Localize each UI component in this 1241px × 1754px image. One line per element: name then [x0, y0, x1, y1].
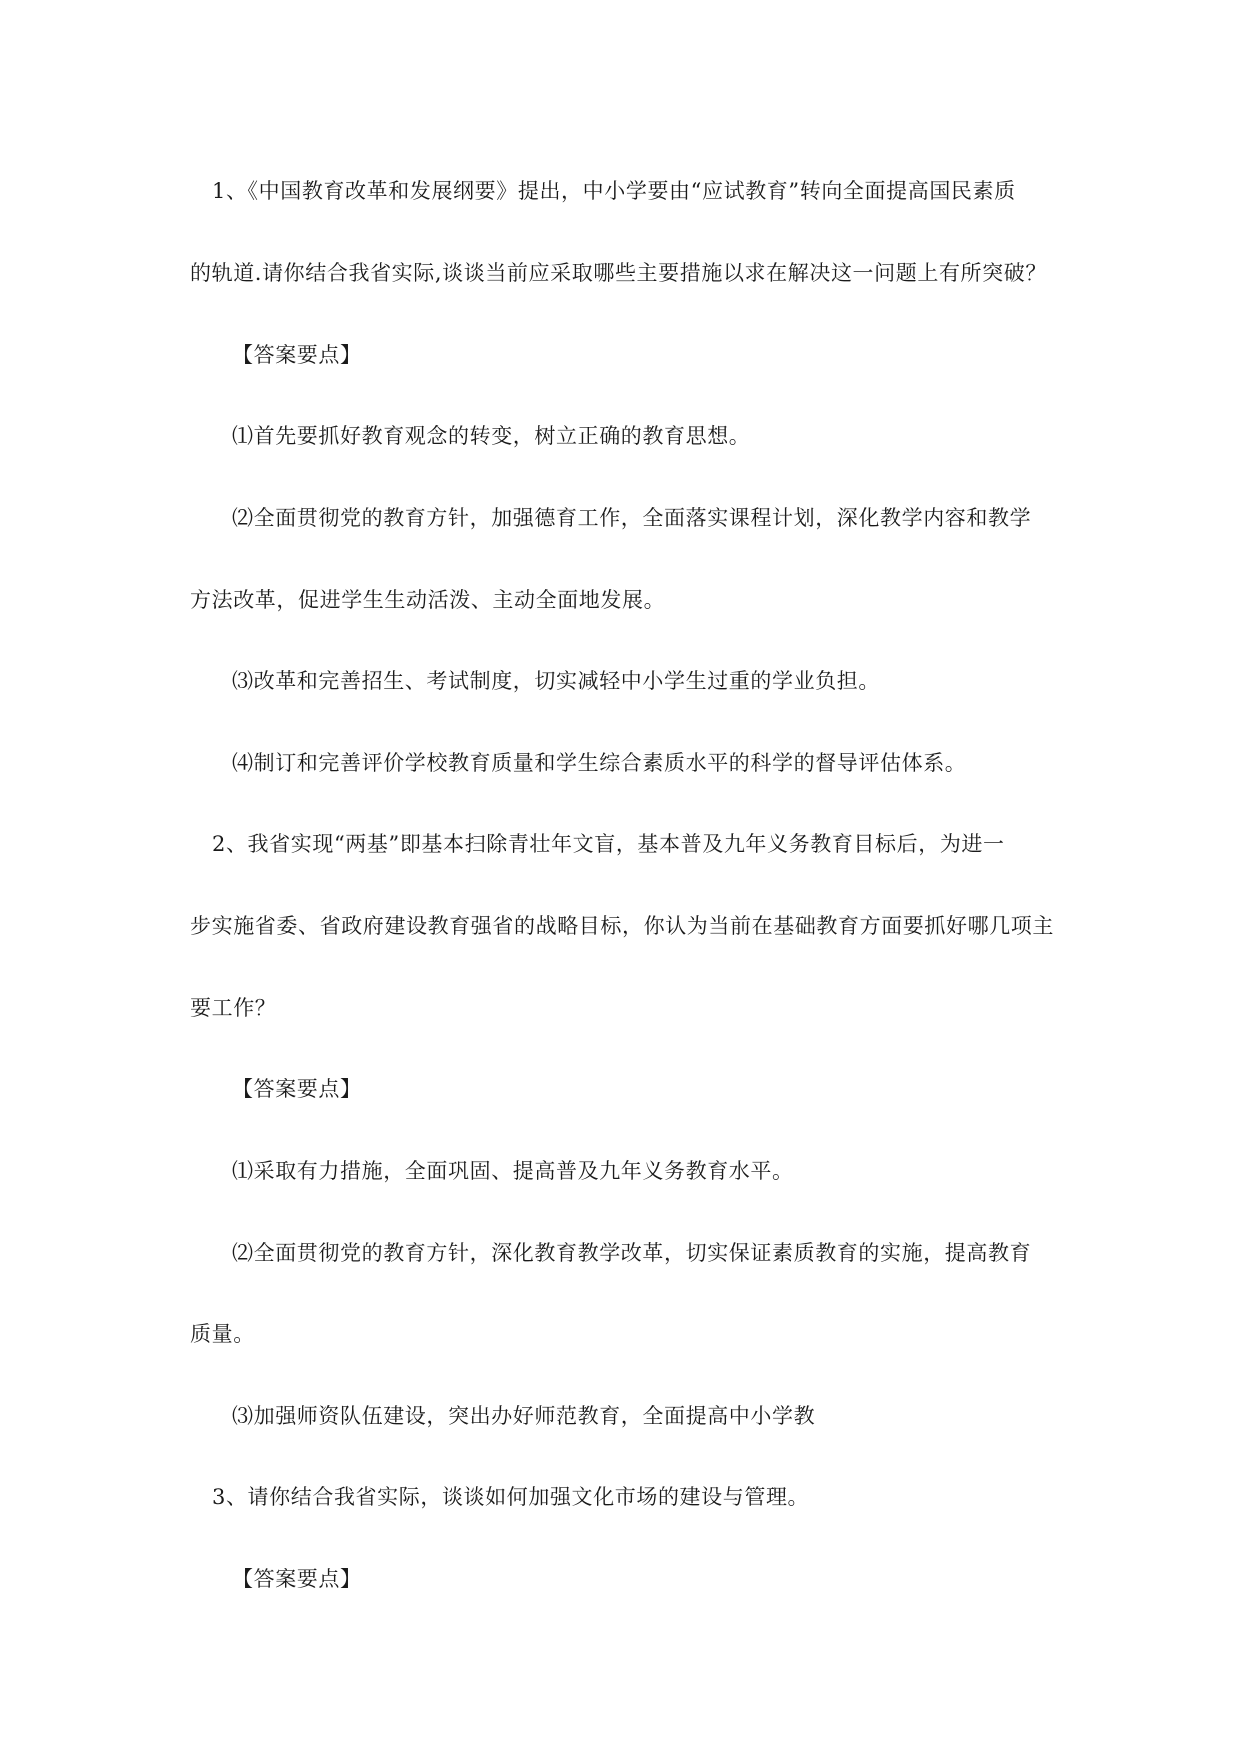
answer-1-point-2-line-1: ⑵全面贯彻党的教育方针，加强德育工作，全面落实课程计划，深化教学内容和教学	[232, 506, 1032, 530]
question-2-line-3: 要工作？	[190, 996, 277, 1020]
answer-1-point-3: ⑶改革和完善招生、考试制度，切实减轻中小学生过重的学业负担。	[232, 669, 880, 693]
answer-heading-2: 【答案要点】	[232, 1077, 362, 1101]
answer-2-point-1: ⑴采取有力措施，全面巩固、提高普及九年义务教育水平。	[232, 1159, 794, 1183]
question-3: 3、请你结合我省实际，谈谈如何加强文化市场的建设与管理。	[212, 1485, 810, 1509]
question-1-line-1: 1、《中国教育改革和发展纲要》提出，中小学要由“应试教育”转向全面提高国民素质	[212, 179, 1016, 203]
answer-1-point-1: ⑴首先要抓好教育观念的转变，树立正确的教育思想。	[232, 424, 751, 448]
question-2-line-1: 2、我省实现“两基”即基本扫除青壮年文盲，基本普及九年义务教育目标后，为进一	[212, 832, 1005, 856]
answer-heading-3: 【答案要点】	[232, 1567, 362, 1591]
answer-2-point-3: ⑶加强师资队伍建设，突出办好师范教育，全面提高中小学教	[232, 1404, 816, 1428]
question-1-line-2: 的轨道.请你结合我省实际,谈谈当前应采取哪些主要措施以求在解决这一问题上有所突破？	[190, 261, 1047, 285]
question-2-line-2: 步实施省委、省政府建设教育强省的战略目标，你认为当前在基础教育方面要抓好哪几项主	[190, 914, 1054, 938]
answer-2-point-2-line-2: 质量。	[190, 1322, 255, 1346]
answer-2-point-2-line-1: ⑵全面贯彻党的教育方针，深化教育教学改革，切实保证素质教育的实施，提高教育	[232, 1241, 1032, 1265]
answer-heading-1: 【答案要点】	[232, 343, 362, 367]
answer-1-point-4: ⑷制订和完善评价学校教育质量和学生综合素质水平的科学的督导评估体系。	[232, 751, 967, 775]
answer-1-point-2-line-2: 方法改革，促进学生生动活泼、主动全面地发展。	[190, 588, 666, 612]
